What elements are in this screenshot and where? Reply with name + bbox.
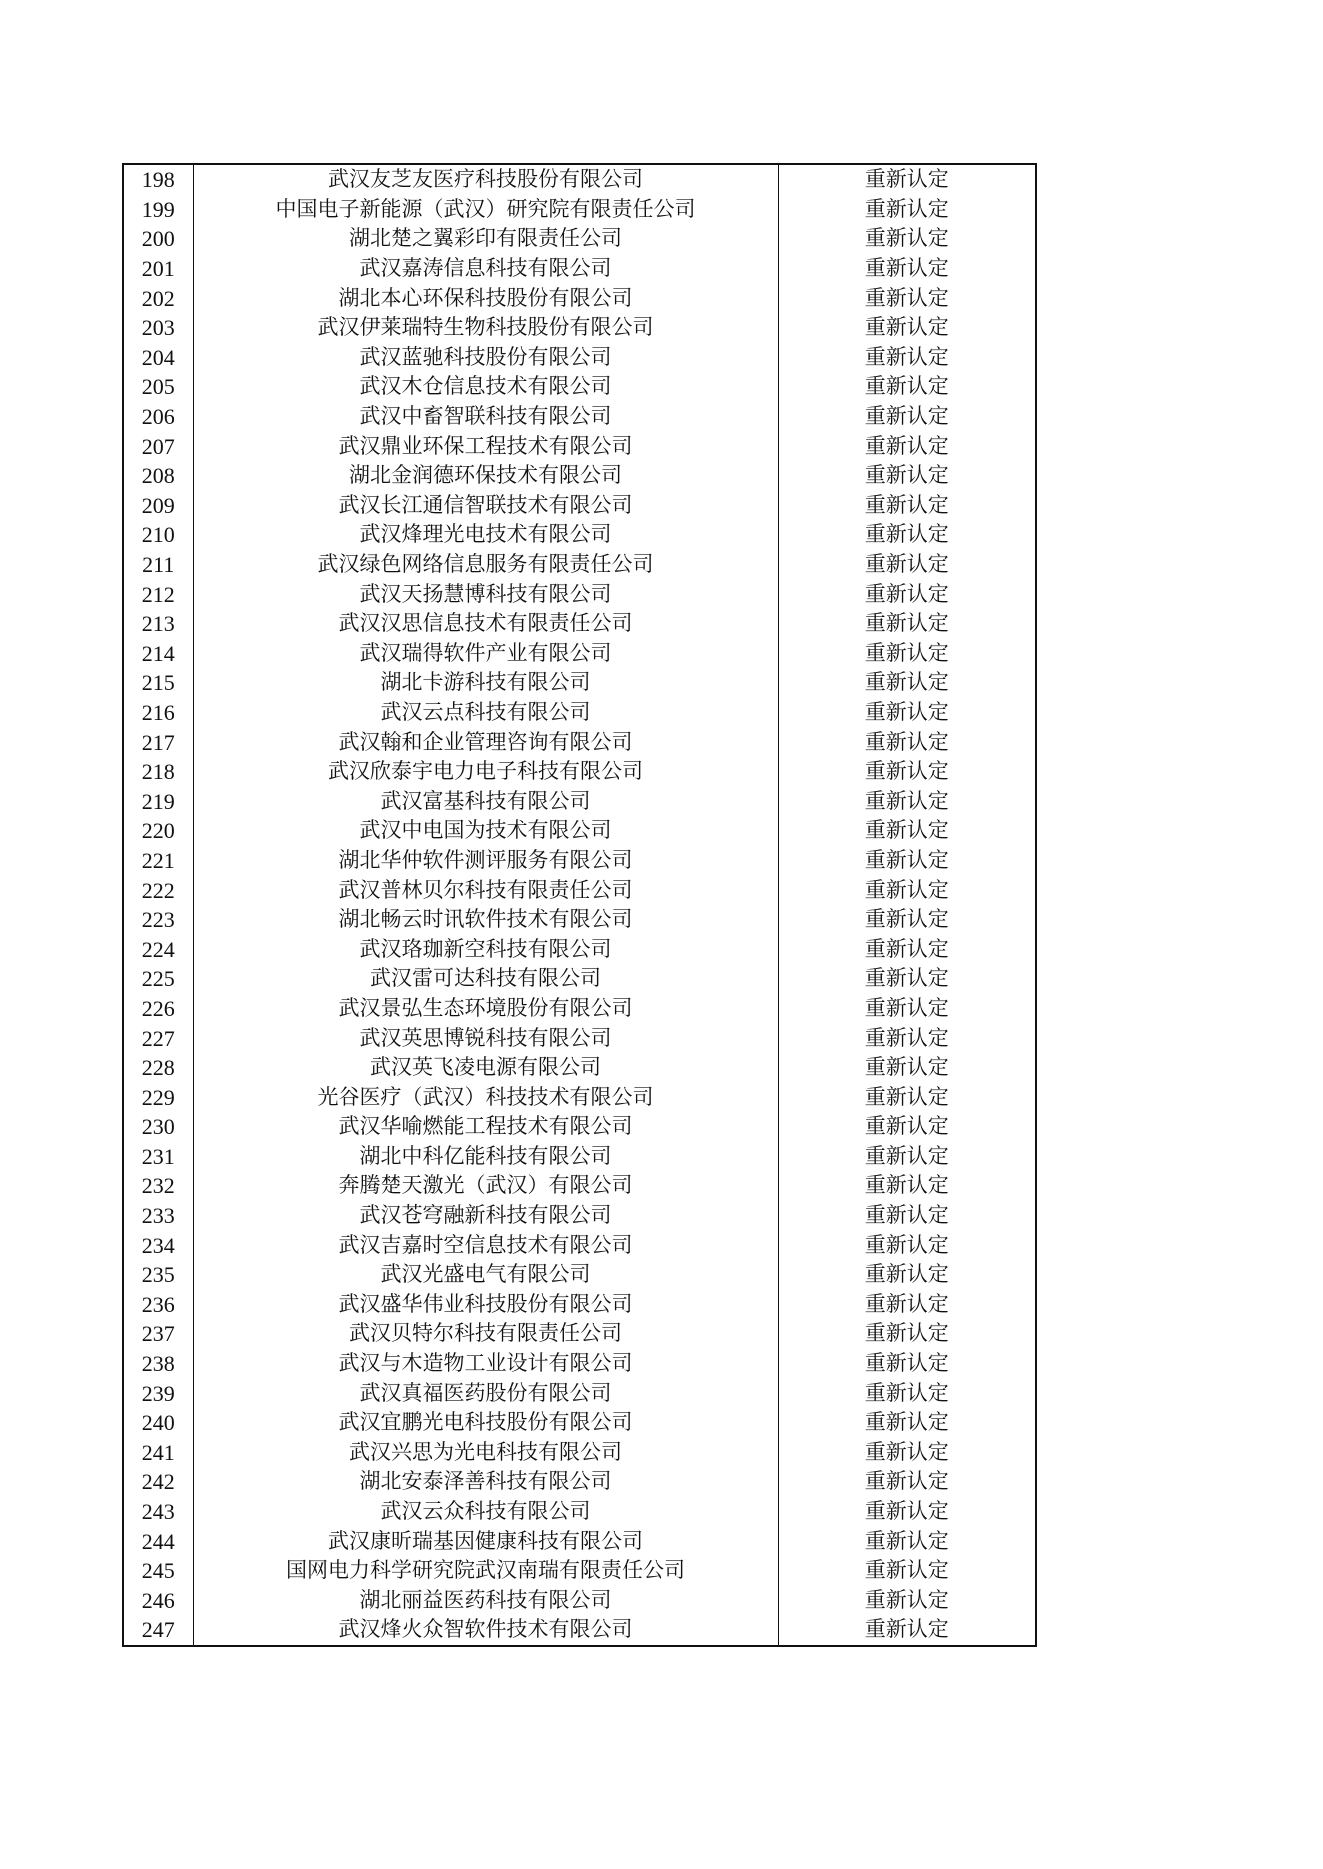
status-cell: 重新认定 <box>778 905 1036 935</box>
status-cell: 重新认定 <box>778 579 1036 609</box>
company-name-cell: 武汉盛华伟业科技股份有限公司 <box>193 1290 778 1320</box>
row-number-cell: 209 <box>123 491 193 521</box>
row-number-cell: 242 <box>123 1467 193 1497</box>
company-list-table <box>122 163 1037 1647</box>
status-cell: 重新认定 <box>778 727 1036 757</box>
status-cell: 重新认定 <box>778 757 1036 787</box>
company-name-cell: 武汉华喻燃能工程技术有限公司 <box>193 1112 778 1142</box>
status-cell: 重新认定 <box>778 283 1036 313</box>
company-name-cell: 湖北本心环保科技股份有限公司 <box>193 283 778 313</box>
row-number-cell: 220 <box>123 816 193 846</box>
table-row <box>123 639 1036 669</box>
table-row <box>123 698 1036 728</box>
table-row <box>123 1053 1036 1083</box>
company-name-cell: 中国电子新能源（武汉）研究院有限责任公司 <box>193 195 778 225</box>
company-name-cell: 武汉烽理光电技术有限公司 <box>193 520 778 550</box>
status-cell: 重新认定 <box>778 1556 1036 1586</box>
table-row <box>123 402 1036 432</box>
row-number-cell: 236 <box>123 1290 193 1320</box>
table-row <box>123 1408 1036 1438</box>
status-cell: 重新认定 <box>778 1497 1036 1527</box>
table-row <box>123 283 1036 313</box>
row-number-cell: 213 <box>123 609 193 639</box>
status-cell: 重新认定 <box>778 491 1036 521</box>
row-number-cell: 210 <box>123 520 193 550</box>
row-number-cell: 217 <box>123 727 193 757</box>
status-cell: 重新认定 <box>778 343 1036 373</box>
status-cell: 重新认定 <box>778 254 1036 284</box>
status-cell: 重新认定 <box>778 1053 1036 1083</box>
status-cell: 重新认定 <box>778 639 1036 669</box>
row-number-cell: 225 <box>123 964 193 994</box>
status-cell: 重新认定 <box>778 1290 1036 1320</box>
table-row <box>123 254 1036 284</box>
company-name-cell: 武汉嘉涛信息科技有限公司 <box>193 254 778 284</box>
company-name-cell: 武汉富基科技有限公司 <box>193 786 778 816</box>
company-name-cell: 武汉英思博锐科技有限公司 <box>193 1023 778 1053</box>
row-number-cell: 244 <box>123 1526 193 1556</box>
table-row <box>123 343 1036 373</box>
table-row <box>123 816 1036 846</box>
status-cell: 重新认定 <box>778 1082 1036 1112</box>
status-cell: 重新认定 <box>778 609 1036 639</box>
status-cell: 重新认定 <box>778 520 1036 550</box>
table-row <box>123 1171 1036 1201</box>
row-number-cell: 205 <box>123 372 193 402</box>
table-row <box>123 934 1036 964</box>
company-name-cell: 武汉景弘生态环境股份有限公司 <box>193 994 778 1024</box>
company-name-cell: 湖北金润德环保技术有限公司 <box>193 461 778 491</box>
table-row <box>123 846 1036 876</box>
company-name-cell: 武汉中电国为技术有限公司 <box>193 816 778 846</box>
row-number-cell: 212 <box>123 579 193 609</box>
company-name-cell: 武汉汉思信息技术有限责任公司 <box>193 609 778 639</box>
status-cell: 重新认定 <box>778 1023 1036 1053</box>
table-row <box>123 1290 1036 1320</box>
company-name-cell: 湖北丽益医药科技有限公司 <box>193 1586 778 1616</box>
status-cell: 重新认定 <box>778 1467 1036 1497</box>
table-row <box>123 668 1036 698</box>
table-row <box>123 1319 1036 1349</box>
status-cell: 重新认定 <box>778 816 1036 846</box>
company-name-cell: 武汉绿色网络信息服务有限责任公司 <box>193 550 778 580</box>
row-number-cell: 232 <box>123 1171 193 1201</box>
row-number-cell: 224 <box>123 934 193 964</box>
company-list-body <box>123 164 1036 1646</box>
table-row <box>123 786 1036 816</box>
status-cell: 重新认定 <box>778 1349 1036 1379</box>
company-name-cell: 武汉吉嘉时空信息技术有限公司 <box>193 1230 778 1260</box>
row-number-cell: 199 <box>123 195 193 225</box>
status-cell: 重新认定 <box>778 1142 1036 1172</box>
company-name-cell: 武汉云点科技有限公司 <box>193 698 778 728</box>
status-cell: 重新认定 <box>778 698 1036 728</box>
status-cell: 重新认定 <box>778 1615 1036 1646</box>
company-name-cell: 武汉翰和企业管理咨询有限公司 <box>193 727 778 757</box>
table-row <box>123 313 1036 343</box>
row-number-cell: 208 <box>123 461 193 491</box>
company-name-cell: 武汉鼎业环保工程技术有限公司 <box>193 431 778 461</box>
row-number-cell: 238 <box>123 1349 193 1379</box>
status-cell: 重新认定 <box>778 1201 1036 1231</box>
table-row <box>123 372 1036 402</box>
company-name-cell: 武汉康昕瑞基因健康科技有限公司 <box>193 1526 778 1556</box>
status-cell: 重新认定 <box>778 164 1036 195</box>
row-number-cell: 245 <box>123 1556 193 1586</box>
status-cell: 重新认定 <box>778 195 1036 225</box>
status-cell: 重新认定 <box>778 431 1036 461</box>
row-number-cell: 228 <box>123 1053 193 1083</box>
company-name-cell: 武汉烽火众智软件技术有限公司 <box>193 1615 778 1646</box>
status-cell: 重新认定 <box>778 846 1036 876</box>
row-number-cell: 243 <box>123 1497 193 1527</box>
company-name-cell: 湖北华仲软件测评服务有限公司 <box>193 846 778 876</box>
row-number-cell: 211 <box>123 550 193 580</box>
row-number-cell: 198 <box>123 164 193 195</box>
status-cell: 重新认定 <box>778 1408 1036 1438</box>
table-row <box>123 1467 1036 1497</box>
row-number-cell: 219 <box>123 786 193 816</box>
status-cell: 重新认定 <box>778 1438 1036 1468</box>
row-number-cell: 214 <box>123 639 193 669</box>
table-row <box>123 1142 1036 1172</box>
company-name-cell: 湖北畅云时讯软件技术有限公司 <box>193 905 778 935</box>
row-number-cell: 207 <box>123 431 193 461</box>
company-name-cell: 武汉友芝友医疗科技股份有限公司 <box>193 164 778 195</box>
table-row <box>123 994 1036 1024</box>
row-number-cell: 206 <box>123 402 193 432</box>
company-name-cell: 武汉光盛电气有限公司 <box>193 1260 778 1290</box>
status-cell: 重新认定 <box>778 1112 1036 1142</box>
table-row <box>123 550 1036 580</box>
table-row <box>123 757 1036 787</box>
status-cell: 重新认定 <box>778 1378 1036 1408</box>
row-number-cell: 247 <box>123 1615 193 1646</box>
row-number-cell: 234 <box>123 1230 193 1260</box>
table-row <box>123 1112 1036 1142</box>
company-name-cell: 武汉中畜智联科技有限公司 <box>193 402 778 432</box>
status-cell: 重新认定 <box>778 313 1036 343</box>
company-name-cell: 湖北中科亿能科技有限公司 <box>193 1142 778 1172</box>
company-name-cell: 武汉天扬慧博科技有限公司 <box>193 579 778 609</box>
company-name-cell: 武汉普林贝尔科技有限责任公司 <box>193 875 778 905</box>
table-row <box>123 1526 1036 1556</box>
status-cell: 重新认定 <box>778 994 1036 1024</box>
table-row <box>123 579 1036 609</box>
status-cell: 重新认定 <box>778 402 1036 432</box>
row-number-cell: 229 <box>123 1082 193 1112</box>
row-number-cell: 204 <box>123 343 193 373</box>
table-row <box>123 1230 1036 1260</box>
company-name-cell: 武汉雷可达科技有限公司 <box>193 964 778 994</box>
company-name-cell: 武汉云众科技有限公司 <box>193 1497 778 1527</box>
table-row <box>123 224 1036 254</box>
company-name-cell: 武汉英飞凌电源有限公司 <box>193 1053 778 1083</box>
table-row <box>123 195 1036 225</box>
company-name-cell: 湖北楚之翼彩印有限责任公司 <box>193 224 778 254</box>
table-row <box>123 905 1036 935</box>
company-name-cell: 武汉欣泰宇电力电子科技有限公司 <box>193 757 778 787</box>
row-number-cell: 237 <box>123 1319 193 1349</box>
table-row <box>123 727 1036 757</box>
row-number-cell: 215 <box>123 668 193 698</box>
table-row <box>123 431 1036 461</box>
status-cell: 重新认定 <box>778 550 1036 580</box>
company-name-cell: 武汉苍穹融新科技有限公司 <box>193 1201 778 1231</box>
company-name-cell: 武汉贝特尔科技有限责任公司 <box>193 1319 778 1349</box>
row-number-cell: 200 <box>123 224 193 254</box>
company-name-cell: 光谷医疗（武汉）科技技术有限公司 <box>193 1082 778 1112</box>
status-cell: 重新认定 <box>778 875 1036 905</box>
status-cell: 重新认定 <box>778 668 1036 698</box>
company-name-cell: 武汉与木造物工业设计有限公司 <box>193 1349 778 1379</box>
row-number-cell: 233 <box>123 1201 193 1231</box>
row-number-cell: 202 <box>123 283 193 313</box>
row-number-cell: 231 <box>123 1142 193 1172</box>
table-row <box>123 1497 1036 1527</box>
table-row <box>123 1556 1036 1586</box>
row-number-cell: 230 <box>123 1112 193 1142</box>
status-cell: 重新认定 <box>778 1230 1036 1260</box>
table-row <box>123 1023 1036 1053</box>
table-row <box>123 520 1036 550</box>
status-cell: 重新认定 <box>778 964 1036 994</box>
company-name-cell: 湖北卡游科技有限公司 <box>193 668 778 698</box>
company-name-cell: 湖北安泰泽善科技有限公司 <box>193 1467 778 1497</box>
company-name-cell: 武汉瑞得软件产业有限公司 <box>193 639 778 669</box>
status-cell: 重新认定 <box>778 1319 1036 1349</box>
status-cell: 重新认定 <box>778 1586 1036 1616</box>
row-number-cell: 201 <box>123 254 193 284</box>
table-row <box>123 491 1036 521</box>
status-cell: 重新认定 <box>778 224 1036 254</box>
company-name-cell: 武汉蓝驰科技股份有限公司 <box>193 343 778 373</box>
company-name-cell: 国网电力科学研究院武汉南瑞有限责任公司 <box>193 1556 778 1586</box>
table-row <box>123 164 1036 195</box>
row-number-cell: 227 <box>123 1023 193 1053</box>
company-name-cell: 奔腾楚天激光（武汉）有限公司 <box>193 1171 778 1201</box>
table-row <box>123 1615 1036 1646</box>
status-cell: 重新认定 <box>778 1526 1036 1556</box>
row-number-cell: 222 <box>123 875 193 905</box>
table-row <box>123 609 1036 639</box>
table-row <box>123 1438 1036 1468</box>
status-cell: 重新认定 <box>778 372 1036 402</box>
company-name-cell: 武汉伊莱瑞特生物科技股份有限公司 <box>193 313 778 343</box>
row-number-cell: 216 <box>123 698 193 728</box>
status-cell: 重新认定 <box>778 461 1036 491</box>
company-name-cell: 武汉真福医药股份有限公司 <box>193 1378 778 1408</box>
table-row <box>123 875 1036 905</box>
company-name-cell: 武汉兴思为光电科技有限公司 <box>193 1438 778 1468</box>
table-row <box>123 1082 1036 1112</box>
row-number-cell: 246 <box>123 1586 193 1616</box>
company-name-cell: 武汉宜鹏光电科技股份有限公司 <box>193 1408 778 1438</box>
company-name-cell: 武汉木仓信息技术有限公司 <box>193 372 778 402</box>
table-row <box>123 1201 1036 1231</box>
table-row <box>123 461 1036 491</box>
row-number-cell: 240 <box>123 1408 193 1438</box>
row-number-cell: 226 <box>123 994 193 1024</box>
row-number-cell: 235 <box>123 1260 193 1290</box>
row-number-cell: 223 <box>123 905 193 935</box>
company-name-cell: 武汉珞珈新空科技有限公司 <box>193 934 778 964</box>
table-row <box>123 1260 1036 1290</box>
row-number-cell: 218 <box>123 757 193 787</box>
table-row <box>123 1349 1036 1379</box>
company-name-cell: 武汉长江通信智联技术有限公司 <box>193 491 778 521</box>
table-row <box>123 1378 1036 1408</box>
row-number-cell: 239 <box>123 1378 193 1408</box>
table-row <box>123 1586 1036 1616</box>
status-cell: 重新认定 <box>778 1260 1036 1290</box>
row-number-cell: 221 <box>123 846 193 876</box>
status-cell: 重新认定 <box>778 934 1036 964</box>
status-cell: 重新认定 <box>778 786 1036 816</box>
row-number-cell: 203 <box>123 313 193 343</box>
status-cell: 重新认定 <box>778 1171 1036 1201</box>
table-row <box>123 964 1036 994</box>
row-number-cell: 241 <box>123 1438 193 1468</box>
